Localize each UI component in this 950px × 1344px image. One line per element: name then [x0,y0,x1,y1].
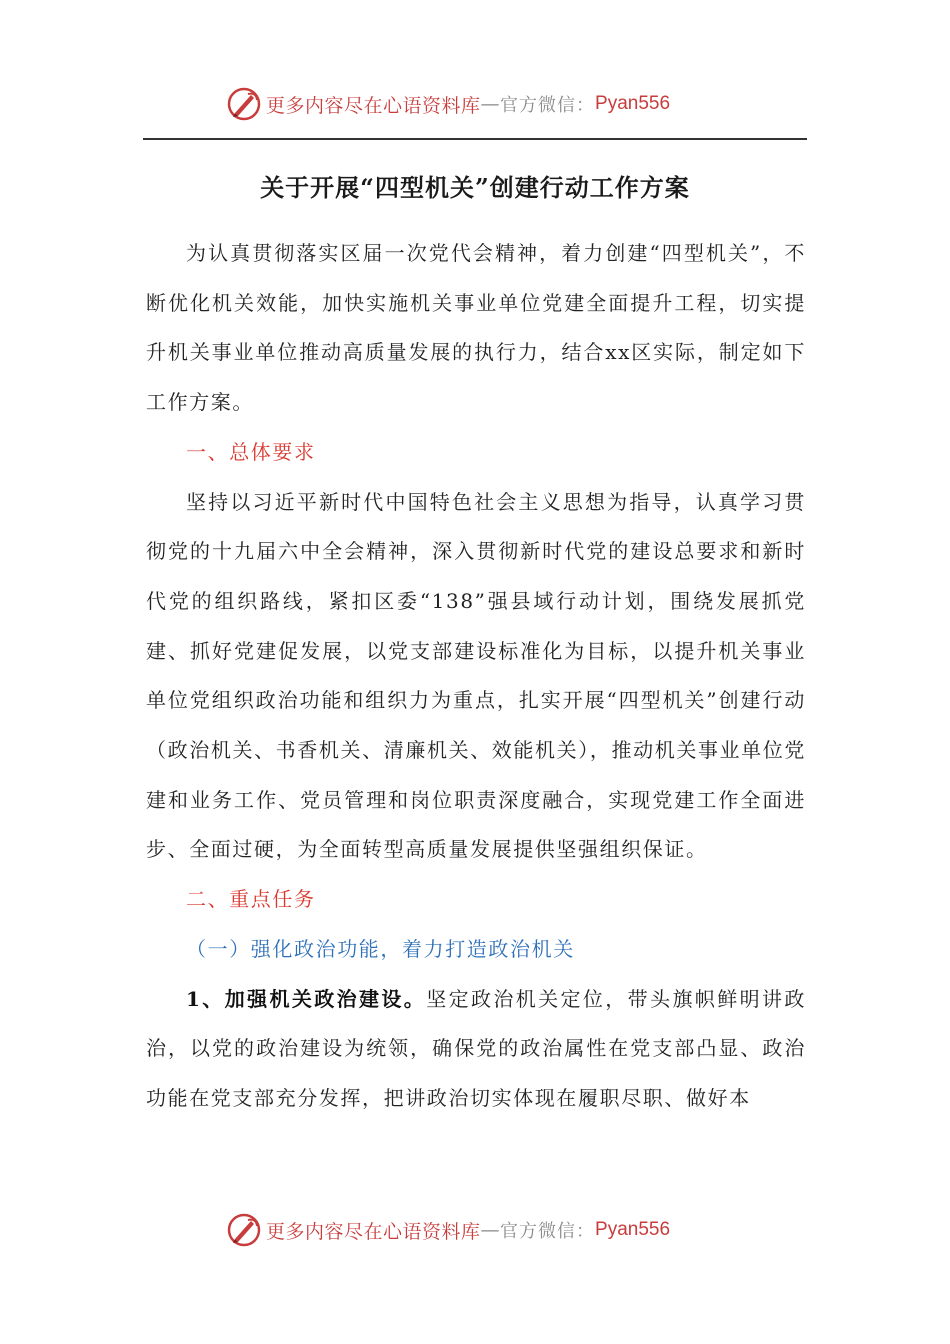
intro-paragraph: 为认真贯彻落实区届一次党代会精神，着力创建“四型机关”，不断优化机关效能，加快实施机关事业单位党建全面提升工程，切实提升机关事业单位推动高质量发展的执行力，结合xx区实际，制定如下工作方案。 [146,241,806,415]
document-body [146,229,806,1124]
item-paragraph-1 [146,975,806,1124]
header-divider [143,138,807,140]
section-paragraph-general: 坚持以习近平新时代中国特色社会主义思想为指导，认真学习贯彻党的十九届六中全会精神，深入贯彻新时代党的建设总要求和新时代党的组织路线，紧扣区委“138”强县域行动计划，围绕发展抓党建、抓好党建促发展，以党支部建设标准化为目标，以提升机关事业单位党组织政治功能和组织力为重点，扎实开展“四型机关”创建行动（政治机关、书香机关、清廉机关、效能机关），推动机关事业单位党建和业务工作、党员管理和岗位职责深度融合，实现党建工作全面进步、全面过硬，为全面转型高质量发展提供坚强组织保证。 [146,489,806,862]
banner-wechat-label: 官方微信： [500,1221,596,1242]
pen-logo-icon [226,1212,262,1248]
section-heading-general: 一、总体要求 [186,439,316,464]
banner-wechat-label: 官方微信： [500,95,596,116]
banner-separator: — [480,93,501,115]
banner-site-text: 更多内容尽在心语资料库 [266,1220,481,1243]
banner-separator: — [480,1219,501,1241]
document-title: 关于开展“四型机关”创建行动工作方案 [260,173,690,202]
item-1-body: 坚定政治机关定位，带头旗帜鲜明讲政治，以党的政治建设为统领，确保党的政治属性在党支部凸显、政治功能在党支部充分发挥，把讲政治切实体现在履职尽职、做好本 [146,986,806,1110]
banner-wechat-id: Pyan556 [595,1219,671,1240]
footer-banner [0,1208,950,1252]
pen-logo-icon [226,86,262,122]
header-banner [0,82,950,126]
subsection-heading-political: （一）强化政治功能，着力打造政治机关 [186,936,575,961]
banner-wechat-id: Pyan556 [595,93,671,114]
banner-site-text: 更多内容尽在心语资料库 [266,94,481,117]
section-heading-tasks: 二、重点任务 [186,887,316,912]
item-1-lead: 1、加强机关政治建设。 [186,986,427,1011]
